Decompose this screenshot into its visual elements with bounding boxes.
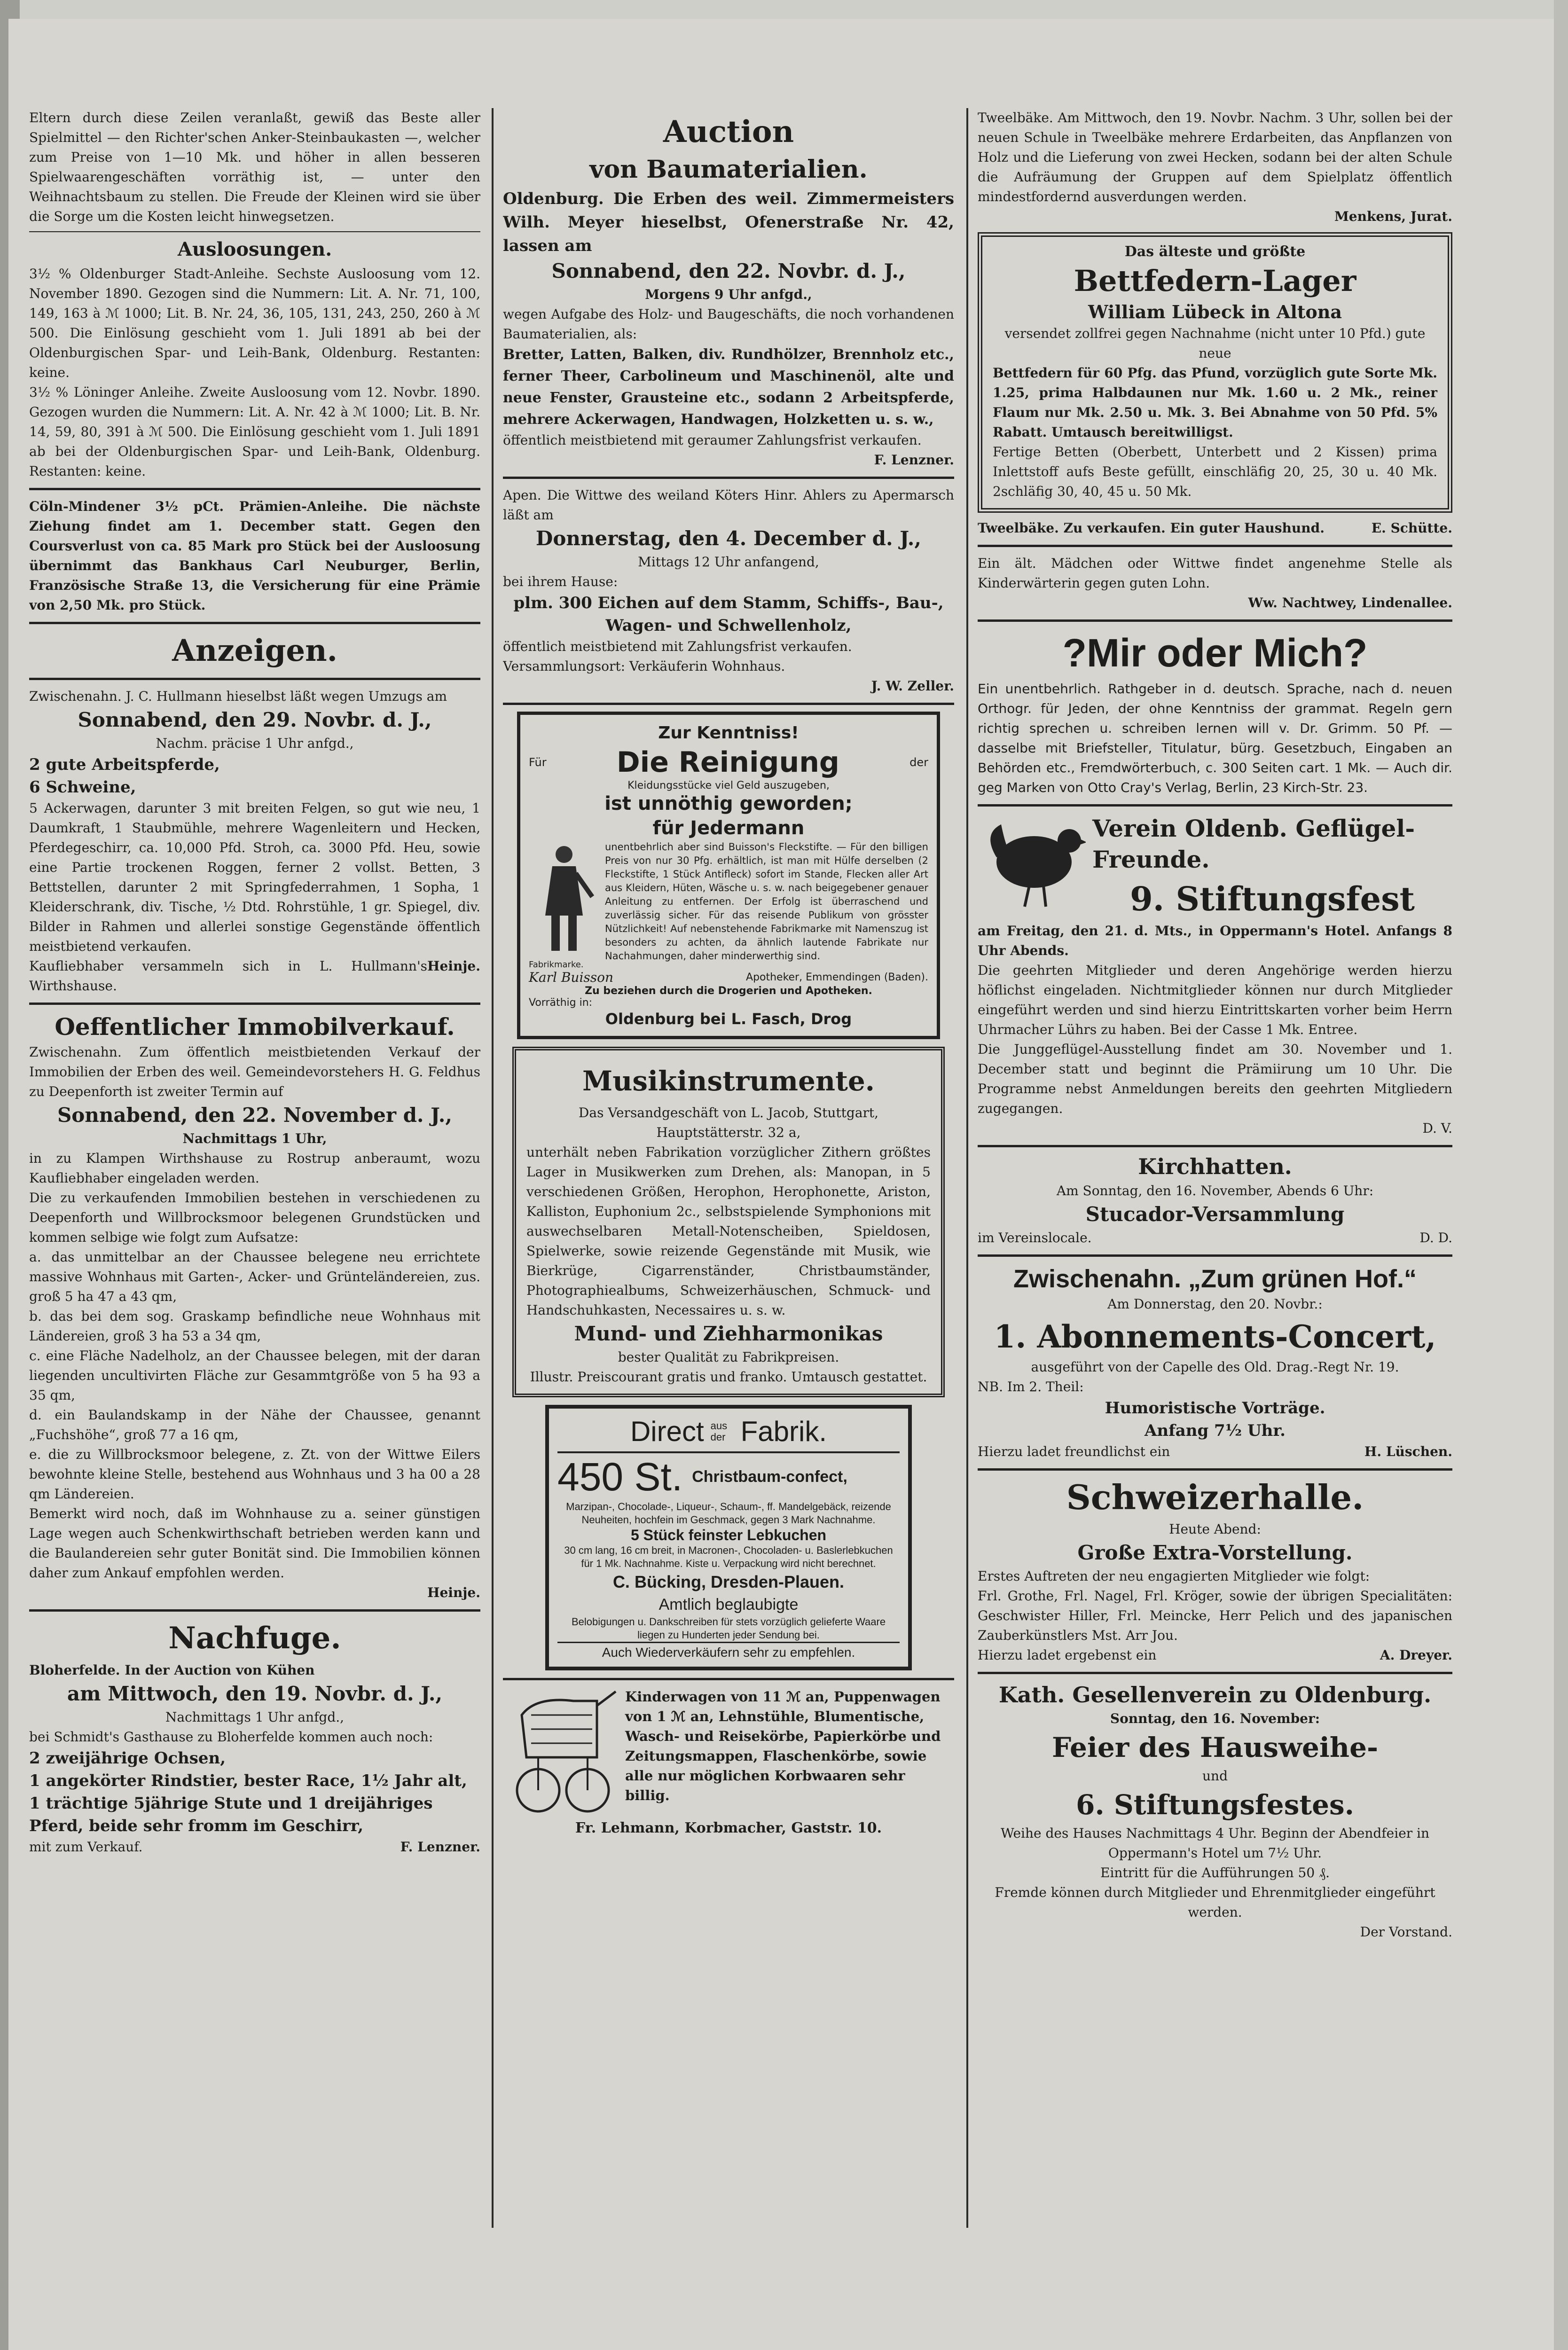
immobil-item-d: d. ein Baulandskamp in der Nähe der Chaussee, genannt „Fuchshöhe“, groß 77 a 16 qm,: [29, 1407, 480, 1442]
divider: [503, 477, 954, 479]
musik-body: unterhält neben Fabrikation vorzüglicher Zithern größtes Lager in Musikwerken zum Drehen, als: Manopan, in 5 verschiedenen Größen, Herophon, Herophonette, Ariston, Kalliston, Euphonium 2c., selbstspielende Symphonions mit auswechselbaren Metall-Notenscheiben, Spieldosen, Spielwerke, sowie reizende Gegenstände mit Musik, wie Bierkrüge, Cigarrenständer, Christbaumständer, Photographiealbums, Schweizerhäuschen, Schmuck- und Handschuhkasten, Necessaires u. s. w.: [526, 1144, 931, 1318]
haushund-text: Tweelbäke. Zu verkaufen. Ein guter Haushund.: [978, 520, 1325, 536]
bucking-fabrik: Fabrik.: [740, 1416, 827, 1447]
reinigung-top: Zur Kenntniss!: [658, 723, 799, 743]
apen-place: bei ihrem Hause:: [503, 574, 618, 589]
gesellenverein-weihe: Weihe des Hauses Nachmittags 4 Uhr. Beginn der Abendfeier in Oppermann's Hotel um 7½ Uhr.: [1000, 1825, 1430, 1861]
auslo-oldenburg: 3½ % Oldenburger Stadt-Anleihe. Sechste Ausloosung vom 12. November 1890. Gezogen sind die Nummern: Lit. A. Nr. 71, 100, 149, 163 à ℳ 1000; Lit. B. Nr. 24, 36, 105, 131, 243, 250, 260 à ℳ 500. Die Einlösung geschieht vom 1. Juli 1891 ab bei der Oldenburgischen Spar- und Leih-Bank, Oldenburg. Restanten: keine.: [29, 266, 480, 380]
gefluegel-heading: Verein Oldenb. Geflügel-Freunde.: [1092, 815, 1415, 873]
apen-items: plm. 300 Eichen auf dem Stamm, Schiffs-, Bau-, Wagen- und Schwellenholz,: [513, 594, 944, 635]
tweelbaeke-notice: Tweelbäke. Am Mittwoch, den 19. Novbr. Nachm. 3 Uhr, sollen bei der neuen Schule in Tweelbäke mehrere Erdarbeiten, das Anpflanzen von Holz und die Lieferung von zwei Hecken, sodann bei der alten Schule die Aufräumung der Gruppen auf dem Spielplatz öffentlich mindestfordernd ausverdungen werden.: [978, 110, 1452, 204]
bucking-title-row: [557, 1415, 900, 1453]
schweizerhalle-event: Große Extra-Vorstellung.: [1077, 1541, 1353, 1564]
pram-icon: [503, 1687, 620, 1818]
korbwaren-body: Kinderwagen von 11 ℳ an, Puppenwagen von 1 ℳ an, Lehnstühle, Blumentische, Wasch- und Reisekörbe, Papierkörbe und Zeitungsmappen, Flaschenkörbe, sowie alle nur möglichen Korbwaaren sehr billig.: [625, 1689, 941, 1803]
schweizerhalle-heading: Schweizerhalle.: [1066, 1477, 1364, 1517]
column-rule: [492, 108, 494, 2228]
gruenerhof-concert: 1. Abonnements-Concert,: [994, 1318, 1436, 1355]
reinigung-title-row: [529, 745, 928, 780]
immobil-item-e: e. die zu Willbrocksmoor belegene, z. Zt. von der Wittwe Eilers bewohnte kleine Stelle, bestehend aus Wohnhaus und 3 ha 00 a 28 qm Ländereien.: [29, 1447, 480, 1502]
divider: [978, 1672, 1452, 1674]
reinigung-title: Die Reinigung: [616, 746, 839, 779]
bucking-ad: [545, 1405, 912, 1670]
divider: [29, 1609, 480, 1612]
divider: [978, 1468, 1452, 1471]
kirchhatten-footer: [978, 1228, 1452, 1248]
gefluegel-ausstellung: Die Junggeflügel-Ausstellung findet am 30. November und 1. December statt und beginnt die Prämiirung um 10 Uhr. Die Programme nebst Anmeldungen bereits den geehrten Mitgliedern zugegangen.: [978, 1042, 1452, 1116]
hullmann-footer-text: Kaufliebhaber versammeln sich in L. Hullmann's Wirthshause.: [29, 958, 428, 994]
bucking-desc: Marzipan-, Chocolade-, Liqueur-, Schaum-, ff. Mandelgebäck, reizende Neuheiten, hochfein im Geschmack, gegen 3 Mark Nachnahme.: [566, 1501, 891, 1526]
signature: F. Lenzner.: [874, 452, 954, 468]
reinigung-sub: Kleidungsstücke viel Geld auszugeben,: [627, 780, 830, 791]
signature: D. V.: [1422, 1120, 1452, 1136]
bucking-firm: C. Bücking, Dresden-Plauen.: [612, 1572, 845, 1591]
nachfuge-time: Nachmittags 1 Uhr anfgd.,: [165, 1709, 345, 1725]
immobil-place: in zu Klampen Wirthshause zu Rostrup anberaumt, wozu Kaufliebhaber eingeladen werden.: [29, 1151, 480, 1186]
hullmann-footer: [29, 956, 480, 996]
gesellenverein-eintritt: Eintritt für die Aufführungen 50 ₰.: [1100, 1865, 1330, 1880]
immobil-item-b: b. das bei dem sog. Graskamp befindliche neue Wohnhaus mit Ländereien, groß 3 ha 53 a 34 qm,: [29, 1308, 480, 1344]
bucking-confect: Christbaum-confect,: [692, 1468, 847, 1486]
signature: Der Vorstand.: [1360, 1924, 1452, 1940]
signature: D. D.: [1419, 1230, 1452, 1246]
coeln-notice: Cöln-Mindener 3½ pCt. Prämien-Anleihe. Die nächste Ziehung findet am 1. December statt. Gegen den Coursverlust von ca. 85 Mark pro Stück bei der Ausloosung übernimmt das Bankhaus Carl Neuburger, Berlin, Französische Straße 13, die Versicherung für eine Prämie von 2,50 Mk. pro Stück.: [29, 499, 480, 613]
gefluegel-ad: [978, 813, 1452, 921]
divider: [978, 804, 1452, 807]
musik-ad: [512, 1047, 945, 1397]
bucking-lebkuchen: 5 Stück feinster Lebkuchen: [630, 1527, 827, 1543]
reinigung-big2: für Jedermann: [652, 817, 805, 839]
nachfuge-footer: [29, 1837, 480, 1857]
apen-date: Donnerstag, den 4. December d. J.,: [535, 527, 922, 550]
nachfuge-footer-text: mit zum Verkauf.: [29, 1839, 143, 1855]
signature: A. Dreyer.: [1380, 1647, 1452, 1663]
bettfedern-top: Das älteste und größte: [1124, 243, 1306, 260]
right-edge: [1554, 0, 1568, 2350]
divider: [29, 678, 480, 680]
signature: E. Schütte.: [1371, 520, 1452, 536]
bettfedern-prices: Bettfedern für 60 Pfg. das Pfund, vorzüglich gute Sorte Mk. 1.25, prima Halbdaunen nur Mk. 1.60 u. 2 Mk., reiner Flaum nur Mk. 2.50 u. Mk. 3. Bei Abnahme von 50 Pfd. 5% Rabatt. Umtausch bereitwilligst.: [993, 365, 1437, 440]
gefluegel-date: am Freitag, den 21. d. Mts., in Oppermann's Hotel. Anfangs 8 Uhr Abends.: [978, 923, 1452, 958]
man-figure-icon: [529, 840, 599, 958]
hen-icon: [978, 815, 1086, 909]
nachfuge-item: 2 zweijährige Ochsen,: [29, 1749, 226, 1768]
gesellenverein-und: und: [1202, 1768, 1228, 1784]
immobil-heading: Oeffentlicher Immobilverkauf.: [55, 1013, 455, 1041]
auction-intro: Oldenburg. Die Erben des weil. Zimmermeisters Wilh. Meyer hieselbst, Ofenerstraße Nr. 42, lassen am: [503, 189, 954, 255]
nachfuge-item: 1 trächtige 5jährige Stute und 1 dreijähriges Pferd, beide sehr fromm im Geschirr,: [29, 1794, 433, 1835]
schweizerhalle-invite: Hierzu ladet ergebenst ein: [978, 1647, 1157, 1663]
bettfedern-heading: Bettfedern-Lager: [1074, 264, 1356, 298]
reinigung-big: ist unnöthig geworden;: [604, 793, 853, 815]
gruenerhof-footer: [978, 1442, 1452, 1462]
nachfuge-intro: Bloherfelde. In der Auction von Kühen: [29, 1662, 315, 1678]
musik-firm: Das Versandgeschäft von L. Jacob, Stuttgart, Hauptstätterstr. 32 a,: [578, 1105, 879, 1140]
signature: Ww. Nachtwey, Lindenallee.: [1248, 595, 1452, 611]
auction-date: Sonnabend, den 22. Novbr. d. J.,: [551, 259, 906, 282]
divider: [29, 1003, 480, 1005]
gesellenverein-date: Sonntag, den 16. November:: [1110, 1711, 1320, 1726]
column-2: [503, 108, 954, 2223]
immobil-intro: Zwischenahn. Zum öffentlich meistbietenden Verkauf der Immobilien der Erben des weil. Gemeindevorstehers H. G. Feldhus zu Deepenforth ist zweiter Termin auf: [29, 1044, 480, 1099]
schweizerhalle-when: Heute Abend:: [1169, 1521, 1261, 1537]
immobil-note: Bemerkt wird noch, daß im Wohnhause zu a. seiner günstigen Lage wegen auch Schenkwirthschaft betrieben werden kann und die Baulandereien sehr guter Bonität sind. Die Immobilien können daher zum Ankauf empfohlen werden.: [29, 1506, 480, 1581]
reinigung-ad: [517, 712, 940, 1039]
kirchhatten-heading: Kirchhatten.: [1138, 1154, 1292, 1179]
auction-terms: öffentlich meistbietend mit geraumer Zahlungsfrist verkaufen.: [503, 432, 922, 448]
apen-time: Mittags 12 Uhr anfangend,: [638, 554, 819, 570]
bucking-dank: Belobigungen u. Dankschreiben für stets vorzüglich gelieferte Waare liegen zu Hunderten jeder Sendung bei.: [571, 1616, 886, 1641]
reinigung-firm: Apotheker, Emmendingen (Baden).: [746, 971, 928, 983]
gruenerhof-nb: NB. Im 2. Theil:: [978, 1379, 1084, 1394]
immobil-item-c: c. eine Fläche Nadelholz, an der Chaussee belegen, mit der daran liegenden uncultivirten Fläche zur Gesammtgröße von 5 ha 93 a 35 qm,: [29, 1348, 480, 1403]
schweizerhalle-artists: Frl. Grothe, Frl. Nagel, Frl. Kröger, sowie der übrigen Specialitäten: Geschwister Hiller, Frl. Meincke, Herr Pelich und des japanischen Zauberkünstlers Mst. Arr Jou.: [978, 1588, 1452, 1643]
column-rule: [966, 108, 968, 2228]
gruenerhof-vortraege: Humoristische Vorträge.: [1105, 1399, 1325, 1418]
mir-body: Ein unentbehrlich. Rathgeber in d. deutsch. Sprache, nach d. neuen Orthogr. für Jeden, der ohne Kenntniss der grammat. Regeln gern richtig sprechen u. schreiben lernen will v. Dr. Grimm. 50 Pf. — dasselbe mit Briefsteller, Titulatur, bürg. Gesetzbuch, Eingaben an Behörden etc., Fremdwörterbuch, c. 300 Seiten cart. 1 Mk. — Auch dir. geg Marken von Otto Cray's Verlag, Berlin, 23 Kirch-Str. 23.: [978, 681, 1452, 795]
hullmann-body: 5 Ackerwagen, darunter 3 mit breiten Felgen, so gut wie neu, 1 Daumkraft, 1 Staubmühle, mehrere Wagenleitern und Hecken, Pferdegeschirr, ca. 10,000 Pfd. Stroh, ca. 3000 Pfd. Heu, sowie eine Partie trockenen Roggen, ferner 2 vollst. Betten, 3 Bettstellen, darunter 2 mit Springfederrahmen, 1 Sopha, 1 Kleiderschrank, div. Tische, ½ Dtd. Rohrstühle, 1 gr. Spiegel, div. Bilder in Rahmen und allerlei sonstige Gegenstände öffentlich meistbietend verkaufen.: [29, 800, 480, 954]
divider: [978, 619, 1452, 622]
signature: F. Lenzner.: [400, 1839, 480, 1855]
apen-intro: Apen. Die Wittwe des weiland Köters Hinr. Ahlers zu Apermarsch läßt am: [503, 487, 954, 523]
gruenerhof-heading: Zwischenahn. „Zum grünen Hof.“: [1013, 1265, 1417, 1293]
immobil-item-a: a. das unmittelbar an der Chaussee belegene neu errichtete massive Wohnhaus mit Garten-, Acker- und Grünteländereien, zus. groß 5 ha 47 a 43 qm,: [29, 1249, 480, 1304]
signature: Fr. Lehmann, Korbmacher, Gaststr. 10.: [575, 1820, 882, 1836]
gesellenverein-fremde: Fremde können durch Mitglieder und Ehrenmitglieder eingeführt werden.: [995, 1885, 1435, 1920]
divider: [29, 622, 480, 624]
bucking-ausder: aus der: [710, 1419, 728, 1443]
signature-image: Karl Buisson: [529, 970, 614, 985]
apen-venue: Versammlungsort: Verkäuferin Wohnhaus.: [503, 658, 785, 674]
reinigung-body: unentbehrlich aber sind Buisson's Fleckstifte. — Für den billigen Preis von nur 30 Pfg. erhältlich, ist man mit Hülfe derselben (2 Fleckstifte, 1 Stück Antifleck) sofort im Stande, Flecken aller Art aus Kleidern, Hüten, Wäsche u. s. w. nach beigegebener genauer Anleitung zu entfernen. Der Erfolg ist überraschend und zuverlässig sicher. Für das reisende Publikum von grösster Nützlichkeit! Auf nebenstehende Fabrikmarke mit Namenszug ist besonders zu achten, da ähnlich lautende Fabrikate nur Nachahmungen, daher minderwerthig sind.: [605, 841, 928, 962]
maedchen-ad: Ein ält. Mädchen oder Wittwe findet angenehme Stelle als Kinderwärterin gegen guten Lohn.: [978, 556, 1452, 591]
nachfuge-heading: Nachfuge.: [168, 1621, 341, 1656]
kirchhatten-event: Stucador-Versammlung: [1085, 1203, 1345, 1226]
divider: [29, 231, 480, 232]
divider: [503, 703, 954, 705]
hullmann-date: Sonnabend, den 29. Novbr. d. J.,: [78, 708, 432, 731]
auction-time: Morgens 9 Uhr anfgd.,: [645, 287, 812, 302]
divider: [503, 1678, 954, 1680]
auction-heading: Auction: [663, 114, 794, 149]
divider: [978, 1254, 1452, 1257]
immobil-desc: Die zu verkaufenden Immobilien bestehen in verschiedenen zu Deepenforth und Willbrocksmoor belegenen Grundstücken und kommen selbige wie folgt zum Aufsatze:: [29, 1190, 480, 1245]
reinigung-sign-row: [529, 970, 928, 985]
column-1: [29, 108, 480, 2223]
divider: [978, 1145, 1452, 1147]
reinigung-bezug: Zu beziehen durch die Drogerien und Apotheken.: [585, 985, 872, 997]
apen-terms: öffentlich meistbietend mit Zahlungsfrist verkaufen.: [503, 639, 852, 654]
bettfedern-firm: William Lübeck in Altona: [1088, 301, 1342, 322]
reinigung-fuer: Für: [529, 756, 547, 769]
auction-items: Bretter, Latten, Balken, div. Rundhölzer, Brennholz etc., ferner Theer, Carbolineum und Maschinenöl, alte und neue Fenster, Grausteine etc., sodann 2 Arbeitspferde, mehrere Ackerwagen, Handwagen, Holzketten u. s. w.,: [503, 346, 954, 428]
mir-heading: ?Mir oder Mich?: [1062, 631, 1368, 675]
gruenerhof-capelle: ausgeführt von der Capelle des Old. Drag.-Regt Nr. 19.: [1031, 1359, 1399, 1375]
musik-harmonikas: Mund- und Ziehharmonikas: [574, 1322, 883, 1345]
kirchhatten-place: im Vereinslocale.: [978, 1230, 1092, 1246]
musik-catalog: Illustr. Preiscourant gratis und franko. Umtausch gestattet.: [530, 1369, 927, 1385]
gruenerhof-anfang: Anfang 7½ Uhr.: [1144, 1421, 1286, 1440]
reinigung-der: der: [909, 756, 928, 769]
reinigung-body-row: [529, 840, 928, 970]
bucking-direct: Direct: [630, 1416, 704, 1447]
nachfuge-item: 1 angekörter Rindstier, bester Race, 1½ Jahr alt,: [29, 1771, 467, 1790]
bucking-price-row: [557, 1453, 900, 1500]
kirchhatten-date: Am Sonntag, den 16. November, Abends 6 Uhr:: [1056, 1183, 1374, 1198]
korbwaren-ad: [503, 1687, 954, 1818]
musik-heading: Musikinstrumente.: [582, 1065, 875, 1097]
hullmann-item: 2 gute Arbeitspferde,: [29, 755, 220, 774]
hullmann-item: 6 Schweine,: [29, 778, 136, 797]
signature: Menkens, Jurat.: [1334, 209, 1452, 224]
intro-text: Eltern durch diese Zeilen veranlaßt, gewiß das Beste aller Spielmittel — den Richter'schen Anker-Steinbaukasten —, welcher zum Preise von 1—10 Mk. und höher in allen besseren Spielwaarengeschäften vorräthig ist, — unter den Weihnachtsbaum zu stellen. Die Freude der Kleinen wird sie über die Sorge um die Kosten leicht hinwegsetzen.: [29, 110, 480, 224]
schweizerhalle-footer: [978, 1645, 1452, 1665]
auction-reason: wegen Aufgabe des Holz- und Baugeschäfts, die noch vorhandenen Baumaterialien, als:: [503, 306, 954, 342]
bettfedern-betten: Fertige Betten (Oberbett, Unterbett und 2 Kissen) prima Inlettstoff aufs Beste gefüllt, einschläfig 20, 25, 30 u. 40 Mk. 2schläfig 30, 40, 45 u. 50 Mk.: [993, 444, 1437, 499]
divider: [29, 488, 480, 490]
bucking-amtlich: Amtlich beglaubigte: [659, 1596, 799, 1614]
gesellenverein-heading: Kath. Gesellenverein zu Oldenburg.: [998, 1682, 1432, 1708]
figure-illustration: [529, 840, 599, 970]
fabrikmarke-label: Fabrikmarke.: [529, 960, 584, 970]
reinigung-ort: Oldenburg bei L. Fasch, Drog: [605, 1010, 852, 1028]
gruenerhof-invite: Hierzu ladet freundlichst ein: [978, 1444, 1170, 1459]
auction-subheading: von Baumaterialien.: [589, 155, 868, 184]
divider: [978, 545, 1452, 547]
bettfedern-intro: versendet zollfrei gegen Nachnahme (nicht unter 10 Pfd.) gute neue: [1004, 326, 1426, 361]
hullmann-time: Nachm. präcise 1 Uhr anfgd.,: [156, 736, 354, 751]
gesellenverein-feier: Feier des Hausweihe-: [1051, 1731, 1379, 1763]
immobil-time: Nachmittags 1 Uhr,: [182, 1131, 327, 1146]
bucking-lebkuchen-desc: 30 cm lang, 16 cm breit, in Macronen-, Chocoladen- u. Baslerlebkuchen für 1 Mk. Nachnahme. Kiste u. Verpackung wird nicht berechnet.: [564, 1544, 893, 1569]
signature: Heinje.: [427, 958, 480, 974]
gefluegel-fest: 9. Stiftungsfest: [1130, 879, 1415, 918]
signature: Heinje.: [427, 1585, 480, 1600]
signature: J. W. Zeller.: [871, 678, 954, 694]
schweizerhalle-intro: Erstes Auftreten der neu engagierten Mitglieder wie folgt:: [978, 1568, 1370, 1584]
auslo-heading: Ausloosungen.: [177, 238, 332, 260]
column-3: [978, 108, 1452, 2223]
gesellenverein-stiftungsfest: 6. Stiftungsfestes.: [1076, 1789, 1354, 1821]
bucking-wiederverkaeufer: Auch Wiederverkäufern sehr zu empfehlen.: [557, 1642, 900, 1660]
gefluegel-body: Die geehrten Mitglieder und deren Angehörige werden hierzu höflichst eingeladen. Nichtmitglieder können nur durch Mitglieder eingeführt werden und sind hierzu Eintrittskarten vorher beim Herrn Uhrmacher Lührs zu haben. Bei der Casse 1 Mk. Entree.: [978, 963, 1452, 1037]
nachfuge-date: am Mittwoch, den 19. Novbr. d. J.,: [67, 1682, 443, 1705]
auslo-loeningen: 3½ % Löninger Anleihe. Zweite Ausloosung vom 12. Novbr. 1890. Gezogen wurden die Nummern: Lit. A. Nr. 42 à ℳ 1000; Lit. B. Nr. 14, 59, 80, 391 à ℳ 500. Die Einlösung geschieht vom 1. Juli 1891 ab bei der Oldenburgischen Spar- und Leih-Bank, Oldenburg. Restanten: keine.: [29, 384, 480, 479]
reinigung-vorraethig: Vorräthig in:: [529, 997, 593, 1009]
hullmann-intro: Zwischenahn. J. C. Hullmann hieselbst läßt wegen Umzugs am: [29, 689, 447, 704]
bettfedern-ad: [978, 232, 1452, 513]
immobil-date: Sonnabend, den 22. November d. J.,: [57, 1104, 453, 1127]
anzeigen-heading: Anzeigen.: [172, 633, 337, 668]
musik-quality: bester Qualität zu Fabrikpreisen.: [618, 1349, 839, 1365]
bucking-count: 450 St.: [557, 1455, 683, 1499]
haushund-ad: [978, 518, 1452, 538]
nachfuge-place: bei Schmidt's Gasthause zu Bloherfelde kommen auch noch:: [29, 1729, 433, 1745]
gruenerhof-date: Am Donnerstag, den 20. Novbr.:: [1107, 1296, 1323, 1312]
signature: H. Lüschen.: [1364, 1444, 1452, 1459]
